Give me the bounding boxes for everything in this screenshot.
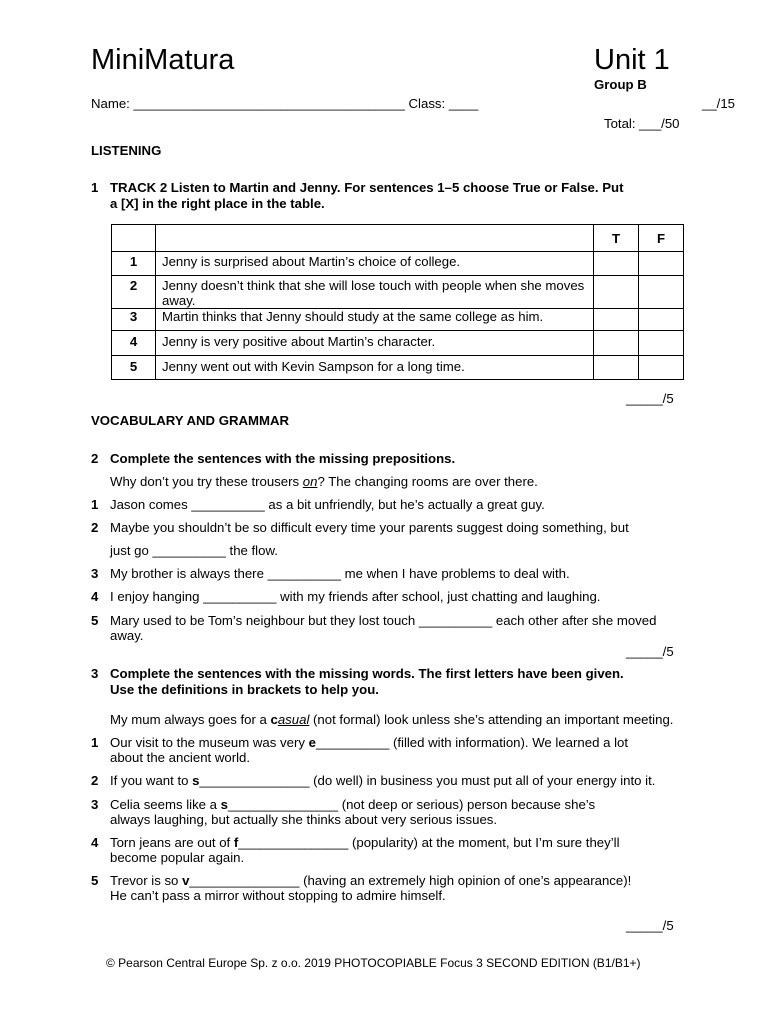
example-post: ? The changing rooms are over there.	[317, 474, 538, 489]
exercise-2-score: _____/5	[626, 644, 674, 659]
table-header-blank	[112, 225, 156, 252]
exercise-3-number: 3	[91, 666, 99, 681]
list-item	[110, 835, 620, 850]
row-statement: Jenny doesn’t think that she will lose touch with people when she moves away.	[156, 276, 594, 309]
true-false-table	[111, 224, 684, 380]
item-number: 2	[91, 773, 99, 788]
item-number: 5	[91, 613, 99, 628]
list-item-continued: away.	[110, 628, 144, 643]
name-class-line: Name: _____________________________________ Class: ____	[91, 96, 479, 111]
vocab-heading: VOCABULARY AND GRAMMAR	[91, 413, 290, 428]
true-cell[interactable]	[594, 356, 639, 380]
table-header-blank	[156, 225, 594, 252]
table-row	[112, 356, 684, 380]
exercise-2-instruction: Complete the sentences with the missing prepositions.	[110, 451, 456, 466]
list-item	[110, 735, 628, 750]
item-text: _______________ (popularity) at the moment, but I’m sure they’ll	[238, 835, 620, 850]
false-cell[interactable]	[639, 331, 684, 356]
item-text: Celia seems like a	[110, 797, 221, 812]
true-cell[interactable]	[594, 252, 639, 276]
example-answer: asual	[277, 712, 310, 727]
false-cell[interactable]	[639, 356, 684, 380]
example-answer: on	[302, 474, 318, 489]
first-letter: e	[308, 735, 316, 750]
list-item-continued: about the ancient world.	[110, 750, 251, 765]
row-statement: Jenny is surprised about Martin’s choice of college.	[156, 252, 594, 276]
item-text: Our visit to the museum was very	[110, 735, 309, 750]
item-text: __________ (filled with information). We learned a lot	[315, 735, 628, 750]
true-cell[interactable]	[594, 309, 639, 331]
item-text: _______________ (not deep or serious) person because she’s	[228, 797, 596, 812]
false-cell[interactable]	[639, 276, 684, 309]
item-number: 4	[91, 589, 99, 604]
exercise-3-score: _____/5	[626, 918, 674, 933]
listening-heading: LISTENING	[91, 143, 162, 158]
false-cell[interactable]	[639, 309, 684, 331]
list-item: Jason comes __________ as a bit unfriendly, but he’s actually a great guy.	[110, 497, 545, 512]
exercise-3-instruction-line2: Use the definitions in brackets to help you.	[110, 682, 379, 697]
list-item-continued: become popular again.	[110, 850, 245, 865]
true-cell[interactable]	[594, 276, 639, 309]
item-text: Torn jeans are out of	[110, 835, 234, 850]
exercise-1-instruction-line2: a [X] in the right place in the table.	[110, 196, 325, 211]
list-item-continued: just go __________ the flow.	[110, 543, 278, 558]
row-number: 1	[112, 252, 156, 276]
item-number: 2	[91, 520, 99, 535]
exercise-3-example	[110, 712, 673, 727]
first-letter: v	[182, 873, 190, 888]
list-item: Mary used to be Tom’s neighbour but they lost touch __________ each other after she moved	[110, 613, 657, 628]
row-number: 4	[112, 331, 156, 356]
row-statement: Martin thinks that Jenny should study at the same college as him.	[156, 309, 594, 331]
total-score: Total: ___/50	[604, 116, 680, 131]
true-cell[interactable]	[594, 331, 639, 356]
list-item	[110, 773, 655, 788]
item-text: _______________ (having an extremely high opinion of one’s appearance)!	[189, 873, 632, 888]
copyright-footer: © Pearson Central Europe Sp. z o.o. 2019 PHOTOCOPIABLE Focus 3 SECOND EDITION (B1/B1+)	[106, 956, 641, 970]
list-item: Maybe you shouldn’t be so difficult every time your parents suggest doing something, but	[110, 520, 629, 535]
list-item-continued: always laughing, but actually she thinks about very serious issues.	[110, 812, 498, 827]
item-text: _______________ (do well) in business you must put all of your energy into it.	[199, 773, 656, 788]
exercise-2-number: 2	[91, 451, 99, 466]
row-statement: Jenny is very positive about Martin’s character.	[156, 331, 594, 356]
list-item: I enjoy hanging __________ with my friends after school, just chatting and laughing.	[110, 589, 601, 604]
example-letter: c	[270, 712, 278, 727]
table-header-false: F	[639, 225, 684, 252]
exercise-3-instruction-line1: Complete the sentences with the missing words. The first letters have been given.	[110, 666, 624, 681]
row-number: 5	[112, 356, 156, 380]
table-row	[112, 276, 684, 309]
item-number: 1	[91, 497, 99, 512]
item-number: 1	[91, 735, 99, 750]
first-letter: s	[220, 797, 229, 812]
example-post: (not formal) look unless she’s attending an important meeting.	[309, 712, 674, 727]
exercise-1-instruction-line1: TRACK 2 Listen to Martin and Jenny. For sentences 1–5 choose True or False. Put	[110, 180, 624, 195]
list-item	[110, 873, 631, 888]
item-number: 4	[91, 835, 99, 850]
score-top: __/15	[702, 96, 736, 111]
first-letter: f	[233, 835, 239, 850]
list-item-continued: He can’t pass a mirror without stopping to admire himself.	[110, 888, 446, 903]
list-item: My brother is always there __________ me when I have problems to deal with.	[110, 566, 570, 581]
table-row	[112, 331, 684, 356]
row-statement: Jenny went out with Kevin Sampson for a long time.	[156, 356, 594, 380]
example-pre: Why don’t you try these trousers	[110, 474, 303, 489]
listening-score: _____/5	[626, 391, 674, 406]
example-pre: My mum always goes for a	[110, 712, 271, 727]
table-header-true: T	[594, 225, 639, 252]
false-cell[interactable]	[639, 252, 684, 276]
item-text: Trevor is so	[110, 873, 183, 888]
page-title: MiniMatura	[91, 44, 235, 76]
row-number: 3	[112, 309, 156, 331]
list-item	[110, 797, 595, 812]
item-number: 3	[91, 797, 99, 812]
exercise-2-example	[110, 474, 538, 489]
table-row	[112, 309, 684, 331]
item-number: 3	[91, 566, 99, 581]
group-label: Group B	[594, 77, 647, 92]
exercise-1-number: 1	[91, 180, 99, 195]
unit-title: Unit 1	[594, 44, 670, 76]
table-row	[112, 252, 684, 276]
row-number: 2	[112, 276, 156, 309]
item-number: 5	[91, 873, 99, 888]
first-letter: s	[192, 773, 200, 788]
item-text: If you want to	[110, 773, 193, 788]
